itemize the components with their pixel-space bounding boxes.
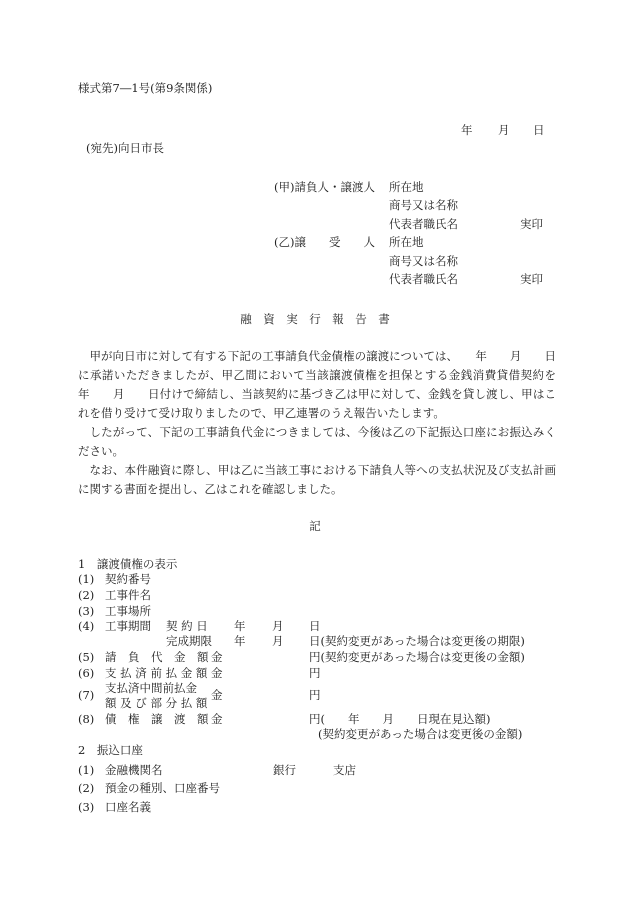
section2-heading: 2 振込口座	[78, 743, 143, 757]
ki-label: 記	[309, 519, 321, 533]
contract-date-month: 月	[272, 619, 284, 633]
item-number: (1)	[78, 763, 95, 777]
date-month: 月	[498, 123, 510, 137]
body-paragraph-2: したがって、下記の工事請負代金につきましては、今後は乙の下記振込口座にお振込みください。	[78, 425, 556, 458]
assigned-amount-label: 債 権 譲 渡 額	[105, 712, 209, 726]
completion-date-month: 月	[272, 634, 284, 648]
party-b-name-label: 商号又は名称	[389, 254, 458, 268]
item-number: (2)	[78, 588, 95, 602]
item-number: (4)	[78, 619, 95, 633]
addressee: (宛先)向日市長	[86, 141, 164, 155]
item-number: (8)	[78, 712, 95, 726]
item-number: (6)	[78, 666, 95, 680]
body-paragraph-3: なお、本件融資に際し、甲は乙に当該工事における下請負人等への支払状況及び支払計画に関する書面を提出し、乙はこれを確認しました。	[78, 463, 556, 496]
party-b-role: (乙)譲 受 人	[274, 235, 375, 249]
account-type-label: 預金の種別、口座番号	[105, 781, 220, 795]
yen-label: 円(契約変更があった場合は変更後の金額)	[309, 650, 525, 664]
work-period-label: 工事期間	[105, 619, 151, 633]
party-a-address-label: 所在地	[389, 180, 424, 194]
bank-label: 銀行	[273, 763, 296, 777]
yen-label: 円	[309, 688, 321, 702]
item-number: (3)	[78, 800, 95, 814]
advance-paid-label: 支 払 済 前 払 金 額	[105, 666, 208, 680]
contract-date-day: 日	[309, 619, 321, 633]
item-number: (2)	[78, 781, 95, 795]
item-number: (3)	[78, 604, 95, 618]
kin-label: 金	[211, 650, 223, 664]
kin-label: 金	[211, 712, 223, 726]
party-b-address-label: 所在地	[389, 235, 424, 249]
item-number: (1)	[78, 572, 95, 586]
completion-date-year: 年	[234, 634, 246, 648]
yen-label: 円( 年 月 日現在見込額)	[309, 712, 491, 726]
party-b-rep-label: 代表者職氏名	[389, 272, 458, 286]
party-b-seal: 実印	[520, 272, 543, 286]
intermediate-paid-label-1: 支払済中間前払金	[105, 681, 197, 695]
form-number: 様式第7―1号(第9条関係)	[78, 81, 213, 95]
branch-label: 支店	[333, 763, 356, 777]
document-title: 融 資 実 行 報 告 書	[240, 312, 390, 326]
item-number: (5)	[78, 650, 95, 664]
party-a-seal: 実印	[520, 217, 543, 231]
kin-label: 金	[211, 666, 223, 680]
yen-label: 円	[309, 666, 321, 680]
contract-amount-label: 請 負 代 金 額	[105, 650, 209, 664]
intermediate-paid-label-2: 額 及 び 部 分 払 額	[105, 696, 208, 710]
body-paragraph-1: 甲が向日市に対して有する下記の工事請負代金債権の譲渡については、 年 月 日に承諾いただきましたが、甲乙間において当該譲渡債権を担保とする金銭消費貸借契約を 年 月 日付けで締結し、当該契約に基づき乙は甲に対して、金銭を貸し渡し、甲はこれを借り受けて受け取りましたので、甲乙連署のうえ報告いたします。	[78, 349, 579, 420]
date-year: 年	[461, 123, 473, 137]
contract-date-year: 年	[234, 619, 246, 633]
party-a-rep-label: 代表者職氏名	[389, 217, 458, 231]
contract-date-label: 契 約 日	[166, 619, 208, 633]
contract-number-label: 契約番号	[105, 572, 151, 586]
date-day: 日	[533, 123, 545, 137]
section1-heading: 1 譲渡債権の表示	[78, 557, 178, 571]
party-a-name-label: 商号又は名称	[389, 198, 458, 212]
completion-date-label: 完成期限	[166, 634, 212, 648]
completion-date-day: 日(契約変更があった場合は変更後の期限)	[309, 634, 525, 648]
work-name-label: 工事件名	[105, 588, 151, 602]
account-holder-label: 口座名義	[105, 800, 151, 814]
kin-label: 金	[211, 688, 223, 702]
bank-name-label: 金融機関名	[105, 763, 163, 777]
party-a-role: (甲)請負人・譲渡人	[274, 180, 375, 194]
work-place-label: 工事場所	[105, 604, 151, 618]
item-number: (7)	[78, 688, 95, 702]
amount-change-note: (契約変更があった場合は変更後の金額)	[318, 727, 523, 741]
